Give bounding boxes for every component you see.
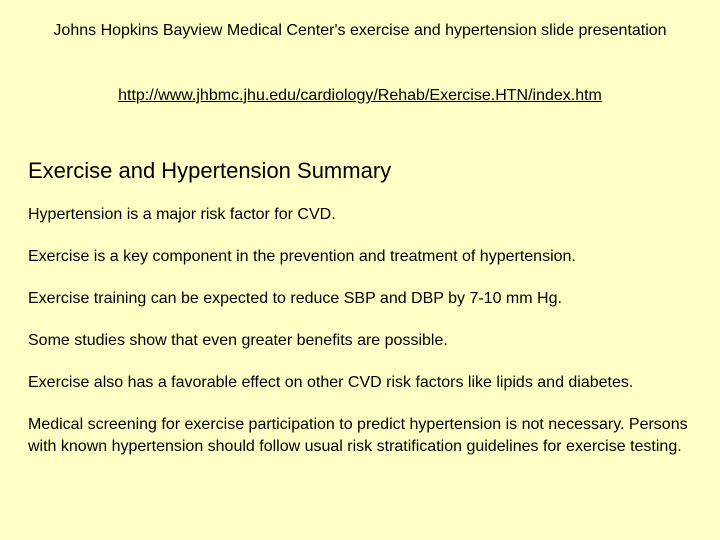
list-item: Some studies show that even greater benefits are possible. <box>28 332 448 349</box>
source-link[interactable]: http://www.jhbmc.jhu.edu/cardiology/Rehab/Exercise.HTN/index.htm <box>118 87 602 104</box>
summary-list <box>28 204 698 478</box>
list-item: Medical screening for exercise participation to predict hypertension is not necessary. Persons with known hypertension should follow usual risk stratification guidelines for exercise testing. <box>28 416 688 455</box>
list-item: Exercise also has a favorable effect on other CVD risk factors like lipids and diabetes. <box>28 374 634 391</box>
list-item: Exercise training can be expected to reduce SBP and DBP by 7-10 mm Hg. <box>28 290 562 307</box>
list-item: Hypertension is a major risk factor for CVD. <box>28 206 336 223</box>
header-text: Johns Hopkins Bayview Medical Center's exercise and hypertension slide presentation <box>53 22 667 39</box>
list-item: Exercise is a key component in the prevention and treatment of hypertension. <box>28 248 576 265</box>
slide-title: Exercise and Hypertension Summary <box>28 158 392 183</box>
